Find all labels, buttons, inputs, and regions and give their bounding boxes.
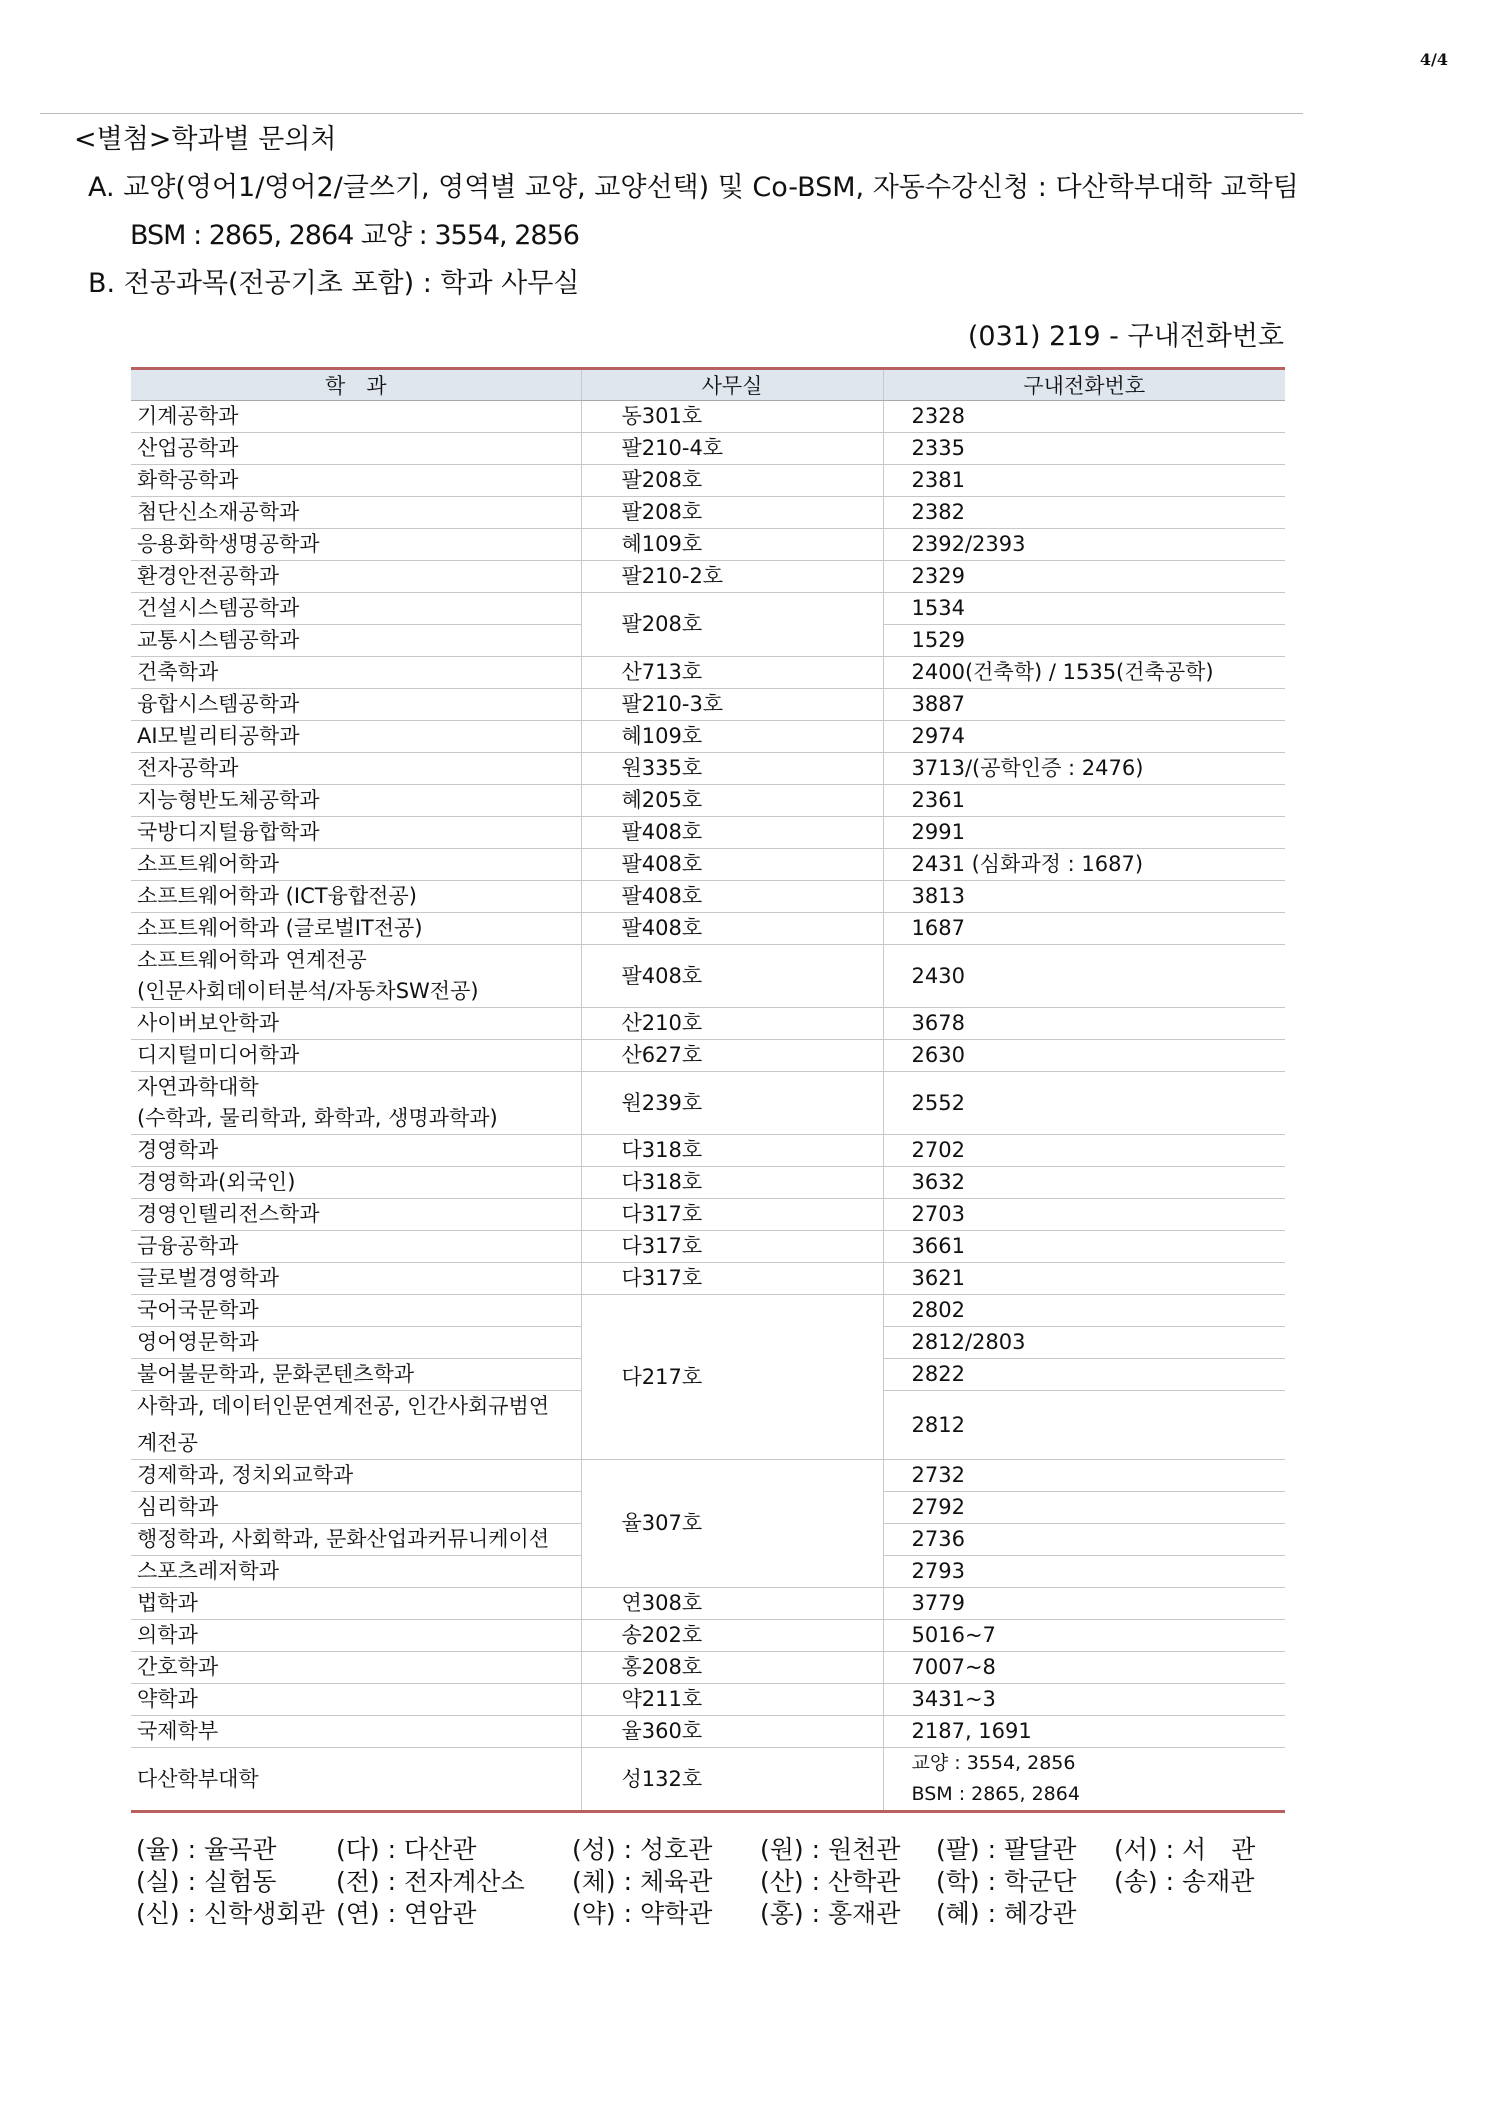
tel-cell: 2802 [883, 1295, 1285, 1327]
legend-item: (성) : 성호관 [572, 1835, 713, 1864]
table-row [131, 1588, 1285, 1620]
office-cell: 홍208호 [581, 1652, 883, 1684]
office-cell: 약211호 [581, 1684, 883, 1716]
dept-line-2: (수학과, 물리학과, 화학과, 생명과학과) [137, 1106, 498, 1130]
legend-item: (홍) : 홍재관 [760, 1899, 901, 1928]
dept-cell: AI모빌리티공학과 [131, 721, 581, 753]
dept-cell [131, 1072, 581, 1135]
tel-cell: 3678 [883, 1008, 1285, 1040]
legend-item: (율) : 율곡관 [136, 1835, 277, 1864]
tel-cell: 2335 [883, 433, 1285, 465]
legend-item: (서) : 서 관 [1114, 1835, 1256, 1864]
office-cell: 다318호 [581, 1167, 883, 1199]
dept-line-2: (인문사회데이터분석/자동차SW전공) [137, 979, 479, 1003]
header-department: 학 과 [131, 369, 581, 401]
table-row [131, 1295, 1285, 1327]
office-cell: 원335호 [581, 753, 883, 785]
table-row [131, 1167, 1285, 1199]
table-row [131, 1072, 1285, 1135]
section-b: B. 전공과목(전공기초 포함) : 학과 사무실 [88, 268, 580, 299]
table-row [131, 785, 1285, 817]
tel-cell: 3887 [883, 689, 1285, 721]
tel-cell: 3661 [883, 1231, 1285, 1263]
office-cell: 다317호 [581, 1263, 883, 1295]
tel-cell: 2329 [883, 561, 1285, 593]
tel-line-2: BSM : 2865, 2864 [911, 1783, 1080, 1805]
tel-cell: 2812 [883, 1391, 1285, 1460]
dept-cell: 첨단신소재공학과 [131, 497, 581, 529]
table-row [131, 657, 1285, 689]
table-row [131, 913, 1285, 945]
page-number: 4/4 [1419, 50, 1448, 69]
dept-cell: 환경안전공학과 [131, 561, 581, 593]
dept-cell: 교통시스템공학과 [131, 625, 581, 657]
office-cell: 다318호 [581, 1135, 883, 1167]
legend-item: (체) : 체육관 [572, 1867, 713, 1896]
section-a-phone: BSM : 2865, 2864 교양 : 3554, 2856 [130, 220, 579, 251]
phone-prefix: (031) 219 - 구내전화번호 [967, 321, 1284, 352]
dept-cell: 금융공학과 [131, 1231, 581, 1263]
table-row [131, 1008, 1285, 1040]
office-cell: 혜109호 [581, 529, 883, 561]
tel-cell: 2822 [883, 1359, 1285, 1391]
dept-line-2: 계전공 [137, 1431, 198, 1455]
table-row [131, 945, 1285, 1008]
legend-item: (학) : 학군단 [936, 1867, 1077, 1896]
office-cell: 팔210-3호 [581, 689, 883, 721]
dept-cell: 다산학부대학 [131, 1748, 581, 1812]
tel-line-1: 교양 : 3554, 2856 [911, 1752, 1076, 1774]
table-row [131, 849, 1285, 881]
legend-item: (팔) : 팔달관 [936, 1835, 1077, 1864]
tel-cell: 2702 [883, 1135, 1285, 1167]
dept-cell: 경영학과(외국인) [131, 1167, 581, 1199]
office-cell: 팔408호 [581, 881, 883, 913]
dept-cell: 산업공학과 [131, 433, 581, 465]
office-cell: 산713호 [581, 657, 883, 689]
legend-item: (다) : 다산관 [336, 1835, 477, 1864]
dept-cell: 행정학과, 사회학과, 문화산업과커뮤니케이션 [131, 1524, 581, 1556]
dept-cell: 소프트웨어학과 [131, 849, 581, 881]
dept-cell: 전자공학과 [131, 753, 581, 785]
dept-cell: 국방디지털융합학과 [131, 817, 581, 849]
tel-cell: 1529 [883, 625, 1285, 657]
dept-cell: 국어국문학과 [131, 1295, 581, 1327]
table-row [131, 465, 1285, 497]
tel-cell: 2328 [883, 401, 1285, 433]
office-cell: 율307호 [581, 1460, 883, 1588]
legend-item: (연) : 연암관 [336, 1899, 477, 1928]
legend-item: (약) : 약학관 [572, 1899, 713, 1928]
legend-item: (전) : 전자계산소 [336, 1867, 525, 1896]
dept-cell [131, 1391, 581, 1460]
table-row [131, 753, 1285, 785]
dept-cell: 스포츠레저학과 [131, 1556, 581, 1588]
dept-cell: 글로벌경영학과 [131, 1263, 581, 1295]
dept-cell: 간호학과 [131, 1652, 581, 1684]
department-contact-table [131, 367, 1285, 1813]
table-row [131, 561, 1285, 593]
section-a: A. 교양(영어1/영어2/글쓰기, 영역별 교양, 교양선택) 및 Co-BSM, 자동수강신청 : 다산학부대학 교학팀 [88, 172, 1299, 203]
office-cell: 팔208호 [581, 497, 883, 529]
tel-cell: 3713/(공학인증 : 2476) [883, 753, 1285, 785]
table-header-row [131, 369, 1285, 401]
legend-item: (신) : 신학생회관 [136, 1899, 325, 1928]
table-row [131, 497, 1285, 529]
dept-line-1: 소프트웨어학과 연계전공 [137, 948, 367, 972]
tel-cell: 2552 [883, 1072, 1285, 1135]
dept-cell: 소프트웨어학과 (글로벌IT전공) [131, 913, 581, 945]
dept-cell: 소프트웨어학과 (ICT융합전공) [131, 881, 581, 913]
dept-line-1: 사학과, 데이터인문연계전공, 인간사회규범연 [137, 1394, 550, 1418]
dept-cell: 영어영문학과 [131, 1327, 581, 1359]
tel-cell: 3779 [883, 1588, 1285, 1620]
table-row [131, 529, 1285, 561]
tel-cell: 2187, 1691 [883, 1716, 1285, 1748]
tel-cell: 2400(건축학) / 1535(건축공학) [883, 657, 1285, 689]
legend-item: (산) : 산학관 [760, 1867, 901, 1896]
table-row [131, 1716, 1285, 1748]
dept-cell: 경제학과, 정치외교학과 [131, 1460, 581, 1492]
table-row [131, 689, 1285, 721]
legend-row [136, 1866, 1255, 1898]
legend-row [136, 1898, 1255, 1930]
tel-cell: 2703 [883, 1199, 1285, 1231]
office-cell: 송202호 [581, 1620, 883, 1652]
dept-cell: 불어불문학과, 문화콘텐츠학과 [131, 1359, 581, 1391]
office-cell: 성132호 [581, 1748, 883, 1812]
office-cell: 팔408호 [581, 849, 883, 881]
tel-cell: 2361 [883, 785, 1285, 817]
table-row [131, 881, 1285, 913]
table-row [131, 1231, 1285, 1263]
office-cell: 동301호 [581, 401, 883, 433]
office-cell: 다317호 [581, 1199, 883, 1231]
dept-cell: 경영인텔리전스학과 [131, 1199, 581, 1231]
tel-cell: 2991 [883, 817, 1285, 849]
office-cell: 다217호 [581, 1295, 883, 1460]
table-row [131, 401, 1285, 433]
tel-cell: 3431~3 [883, 1684, 1285, 1716]
office-cell: 팔210-4호 [581, 433, 883, 465]
office-cell: 팔408호 [581, 913, 883, 945]
dept-cell: 디지털미디어학과 [131, 1040, 581, 1072]
tel-cell: 3813 [883, 881, 1285, 913]
dept-cell: 융합시스템공학과 [131, 689, 581, 721]
table-row [131, 1620, 1285, 1652]
table-row [131, 1748, 1285, 1812]
legend-item: (혜) : 혜강관 [936, 1899, 1077, 1928]
dept-cell: 건설시스템공학과 [131, 593, 581, 625]
office-cell: 혜109호 [581, 721, 883, 753]
tel-cell: 2812/2803 [883, 1327, 1285, 1359]
table-row [131, 817, 1285, 849]
tel-cell: 2732 [883, 1460, 1285, 1492]
office-cell: 원239호 [581, 1072, 883, 1135]
header-phone: 구내전화번호 [883, 369, 1285, 401]
tel-cell: 2431 (심화과정 : 1687) [883, 849, 1285, 881]
table-row [131, 721, 1285, 753]
dept-cell: 응용화학생명공학과 [131, 529, 581, 561]
page-title: <별첨>학과별 문의처 [74, 124, 337, 155]
tel-cell [883, 1748, 1285, 1812]
tel-cell: 5016~7 [883, 1620, 1285, 1652]
dept-cell [131, 945, 581, 1008]
tel-cell: 2430 [883, 945, 1285, 1008]
table-row [131, 1199, 1285, 1231]
office-cell: 다317호 [581, 1231, 883, 1263]
office-cell: 팔208호 [581, 465, 883, 497]
tel-cell: 3621 [883, 1263, 1285, 1295]
building-legend [136, 1834, 1255, 1930]
office-cell: 팔408호 [581, 945, 883, 1008]
tel-cell: 2392/2393 [883, 529, 1285, 561]
office-cell: 팔208호 [581, 593, 883, 657]
dept-cell: 건축학과 [131, 657, 581, 689]
tel-cell: 3632 [883, 1167, 1285, 1199]
tel-cell: 2736 [883, 1524, 1285, 1556]
table-row [131, 1135, 1285, 1167]
office-cell: 팔408호 [581, 817, 883, 849]
table-row [131, 433, 1285, 465]
table-row [131, 1263, 1285, 1295]
tel-cell: 1687 [883, 913, 1285, 945]
dept-cell: 약학과 [131, 1684, 581, 1716]
tel-cell: 2792 [883, 1492, 1285, 1524]
header-divider [40, 113, 1303, 114]
dept-cell: 사이버보안학과 [131, 1008, 581, 1040]
legend-row [136, 1834, 1255, 1866]
tel-cell: 2974 [883, 721, 1285, 753]
dept-cell: 국제학부 [131, 1716, 581, 1748]
table-row [131, 1460, 1285, 1492]
table-row [131, 1652, 1285, 1684]
office-cell: 연308호 [581, 1588, 883, 1620]
tel-cell: 7007~8 [883, 1652, 1285, 1684]
table-row [131, 593, 1285, 625]
dept-cell: 법학과 [131, 1588, 581, 1620]
tel-cell: 2382 [883, 497, 1285, 529]
tel-cell: 2630 [883, 1040, 1285, 1072]
table-row [131, 1040, 1285, 1072]
dept-cell: 경영학과 [131, 1135, 581, 1167]
office-cell: 산210호 [581, 1008, 883, 1040]
office-cell: 산627호 [581, 1040, 883, 1072]
dept-cell: 심리학과 [131, 1492, 581, 1524]
office-cell: 혜205호 [581, 785, 883, 817]
table-row [131, 1684, 1285, 1716]
tel-cell: 2381 [883, 465, 1285, 497]
header-office: 사무실 [581, 369, 883, 401]
legend-item: (송) : 송재관 [1114, 1867, 1255, 1896]
dept-line-1: 자연과학대학 [137, 1075, 259, 1099]
dept-cell: 의학과 [131, 1620, 581, 1652]
tel-cell: 1534 [883, 593, 1285, 625]
office-cell: 팔210-2호 [581, 561, 883, 593]
legend-item: (실) : 실험동 [136, 1867, 277, 1896]
dept-cell: 지능형반도체공학과 [131, 785, 581, 817]
tel-cell: 2793 [883, 1556, 1285, 1588]
dept-cell: 기계공학과 [131, 401, 581, 433]
dept-cell: 화학공학과 [131, 465, 581, 497]
office-cell: 율360호 [581, 1716, 883, 1748]
legend-item: (원) : 원천관 [760, 1835, 901, 1864]
